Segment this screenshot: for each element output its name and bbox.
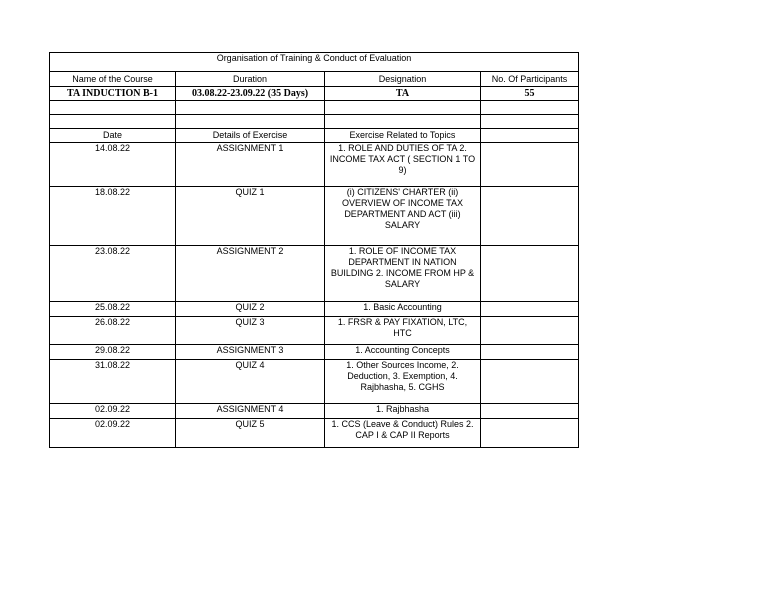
blank-cell [176,101,325,115]
row-date: 26.08.22 [50,317,176,345]
topics-header: Exercise Related to Topics [325,129,481,143]
blank-cell [481,187,579,246]
date-header: Date [50,129,176,143]
course-designation: TA [325,87,481,101]
row-topics: 1. Other Sources Income, 2. Deduction, 3. Exemption, 4. Rajbhasha, 5. CGHS [325,360,481,404]
details-header: Details of Exercise [176,129,325,143]
blank-cell [481,143,579,187]
row-date: 02.09.22 [50,404,176,419]
blank-cell [481,404,579,419]
evaluation-table [49,52,579,448]
blank-cell [50,115,176,129]
row-date: 29.08.22 [50,345,176,360]
row-date: 18.08.22 [50,187,176,246]
row-details: ASSIGNMENT 3 [176,345,325,360]
participants-header: No. Of Participants [481,72,579,87]
blank-cell [481,360,579,404]
blank-cell [481,317,579,345]
blank-cell [176,115,325,129]
row-topics: 1. Basic Accounting [325,302,481,317]
course-name: TA INDUCTION B-1 [50,87,176,101]
row-details: QUIZ 2 [176,302,325,317]
row-topics: 1. Rajbhasha [325,404,481,419]
blank-cell [50,101,176,115]
row-topics: 1. ROLE OF INCOME TAX DEPARTMENT IN NATION BUILDING 2. INCOME FROM HP & SALARY [325,246,481,302]
row-date: 23.08.22 [50,246,176,302]
duration-header: Duration [176,72,325,87]
row-topics: 1. Accounting Concepts [325,345,481,360]
blank-cell [481,419,579,448]
row-details: QUIZ 1 [176,187,325,246]
page-title: Organisation of Training & Conduct of Evaluation [50,53,579,72]
blank-cell [325,101,481,115]
row-topics: 1. CCS (Leave & Conduct) Rules 2. CAP I & CAP II Reports [325,419,481,448]
row-date: 02.09.22 [50,419,176,448]
row-details: ASSIGNMENT 2 [176,246,325,302]
course-duration: 03.08.22-23.09.22 (35 Days) [176,87,325,101]
row-topics: 1. FRSR & PAY FIXATION, LTC, HTC [325,317,481,345]
blank-cell [481,302,579,317]
row-details: ASSIGNMENT 4 [176,404,325,419]
row-details: QUIZ 5 [176,419,325,448]
blank-cell [481,115,579,129]
row-date: 14.08.22 [50,143,176,187]
blank-cell [481,101,579,115]
blank-cell [481,129,579,143]
row-date: 31.08.22 [50,360,176,404]
course-participants: 55 [481,87,579,101]
blank-cell [481,246,579,302]
row-details: QUIZ 3 [176,317,325,345]
course-name-header: Name of the Course [50,72,176,87]
blank-cell [481,345,579,360]
designation-header: Designation [325,72,481,87]
row-date: 25.08.22 [50,302,176,317]
row-details: QUIZ 4 [176,360,325,404]
blank-cell [325,115,481,129]
row-topics: (i) CITIZENS' CHARTER (ii) OVERVIEW OF INCOME TAX DEPARTMENT AND ACT (iii) SALARY [325,187,481,246]
row-topics: 1. ROLE AND DUTIES OF TA 2. INCOME TAX ACT ( SECTION 1 TO 9) [325,143,481,187]
row-details: ASSIGNMENT 1 [176,143,325,187]
